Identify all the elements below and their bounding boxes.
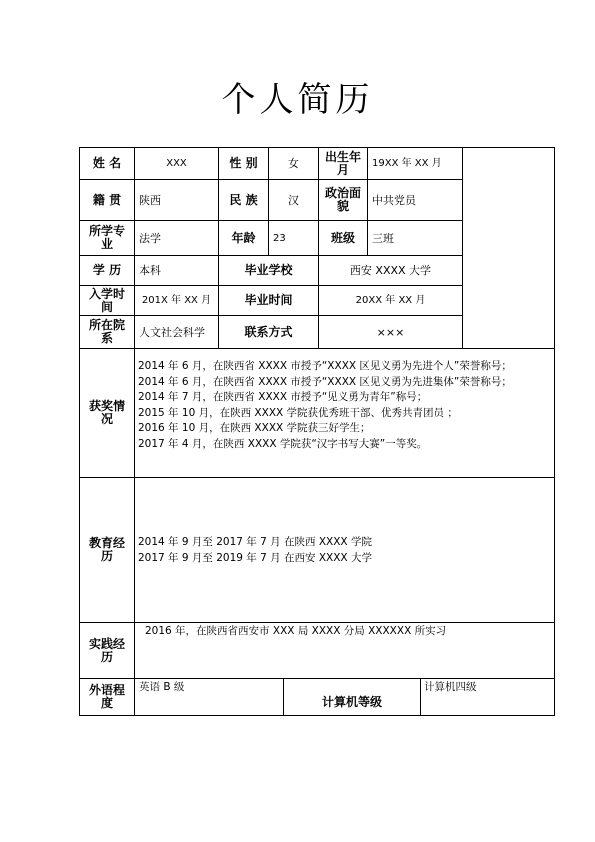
education-item: 2017 年 9 月至 2019 年 7 月 在西安 XXXX 大学 [138, 551, 372, 564]
award-item: 2014 年 6 月，在陕西省 XXXX 市授予“XXXX 区见义勇为先进个人”荣誉称号； [138, 360, 512, 372]
enroll-label: 入学时间 [88, 286, 125, 314]
contact-value: ××× [376, 325, 405, 339]
birth-value: 19XX 年 XX 月 [372, 158, 442, 169]
ethnicity-value: 汉 [288, 193, 299, 207]
education-history-label: 教育经历 [88, 536, 125, 563]
name-value: XXX [166, 158, 187, 169]
page-title: 个人简历 [221, 80, 374, 120]
computer-level-value: 计算机四级 [424, 681, 477, 693]
award-item: 2014 年 7 月，在陕西省 XXXX 市授予“见义勇为青年”称号； [138, 391, 428, 403]
graduation-label: 毕业时间 [244, 293, 293, 307]
gender-label: 性 别 [229, 156, 258, 170]
class-label: 班级 [330, 230, 355, 245]
college-value: 人文社会科学 [139, 325, 205, 339]
school-label: 毕业学校 [244, 263, 293, 277]
photo-area [463, 148, 554, 348]
education-item: 2014 年 9 月至 2017 年 7 月 在陕西 XXXX 学院 [138, 536, 372, 548]
school-value: 西安 XXXX 大学 [349, 264, 432, 277]
practice-label: 实践经历 [88, 636, 125, 664]
graduation-value: 20XX 年 XX 月 [355, 295, 426, 306]
origin-label: 籍 贯 [92, 192, 122, 207]
ethnicity-label: 民 族 [229, 192, 258, 207]
age-label: 年龄 [231, 230, 256, 245]
college-label: 所在院系 [88, 318, 125, 345]
age-value: 23 [273, 232, 286, 244]
class-value: 三班 [372, 231, 394, 245]
awards-list [138, 359, 512, 452]
major-label: 所学专业 [88, 224, 125, 251]
birth-label: 出生年月 [324, 149, 361, 177]
enroll-value: 201X 年 XX 月 [141, 295, 212, 306]
award-item: 2016 年 10 月，在陕西 XXXX 学院获三好学生； [138, 422, 371, 434]
contact-label: 联系方式 [244, 324, 293, 339]
foreign-language-value: 英语 B 级 [139, 681, 185, 693]
computer-level-label: 计算机等级 [321, 695, 382, 709]
gender-value: 女 [288, 157, 299, 170]
education-level-label: 学 历 [92, 263, 122, 277]
award-item: 2017 年 4 月，在陕西 XXXX 学院获“汉字书写大赛”一等奖。 [138, 437, 428, 450]
education-history-list [138, 535, 372, 566]
education-level-value: 本科 [139, 264, 161, 277]
origin-value: 陕西 [139, 193, 161, 207]
name-label: 姓 名 [92, 156, 122, 170]
political-value: 中共党员 [372, 193, 416, 207]
major-value: 法学 [139, 231, 161, 245]
political-label: 政治面貌 [324, 186, 361, 213]
award-item: 2014 年 6 月，在陕西省 XXXX 市授予“XXXX 区见义勇为先进集体”荣誉称号； [138, 375, 512, 388]
foreign-language-label: 外语程度 [88, 683, 125, 710]
award-item: 2015 年 10 月，在陕西 XXXX 学院获优秀班干部、优秀共青团员 ； [138, 406, 458, 419]
awards-label: 获奖情况 [88, 399, 125, 426]
practice-text: 2016 年，在陕西省西安市 XXX 局 XXXX 分局 XXXXXX 所实习 [145, 625, 447, 637]
